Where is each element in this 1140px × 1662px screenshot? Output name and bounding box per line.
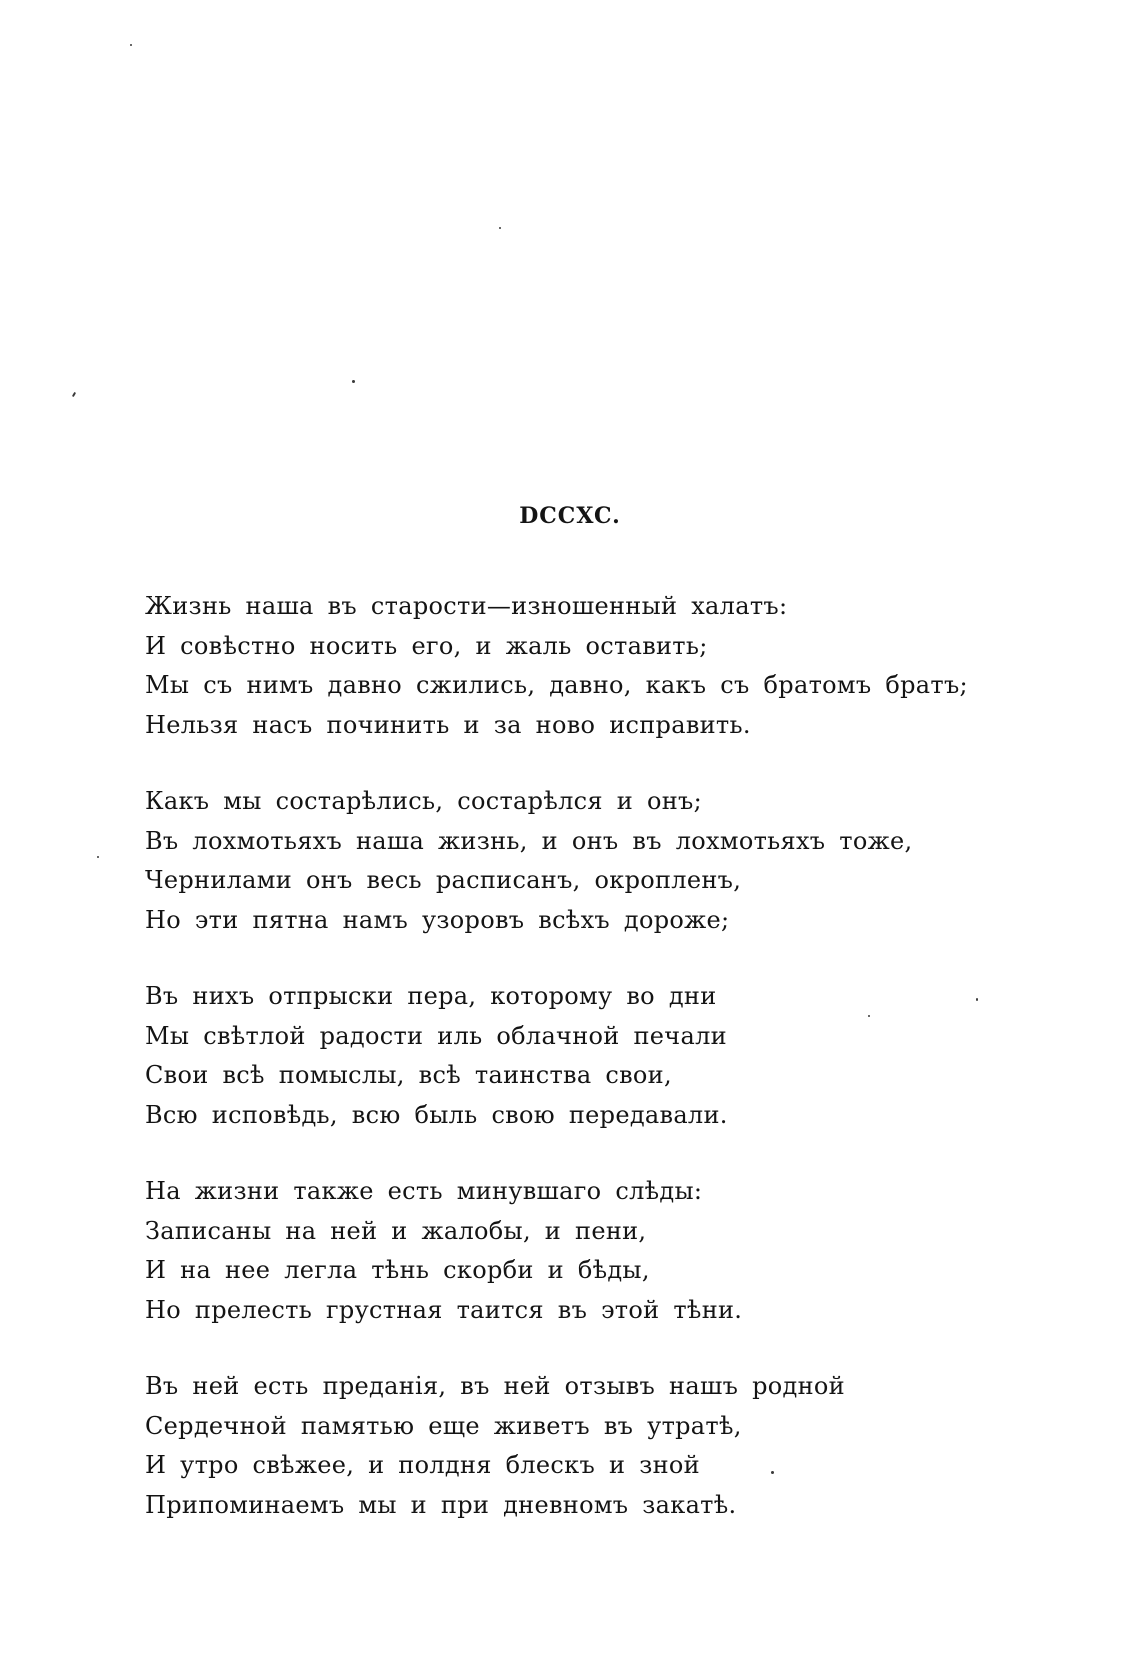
print-speck	[72, 392, 76, 397]
print-speck	[499, 227, 501, 229]
print-speck	[130, 44, 132, 46]
poem-line: Въ лохмотьяхъ наша жизнь, и онъ въ лохмотьяхъ тоже,	[145, 826, 913, 855]
poem-line: Всю исповѣдь, всю быль свою передавали.	[145, 1100, 728, 1129]
poem-line: Записаны на ней и жалобы, и пени,	[145, 1216, 647, 1245]
poem-line: Свои всѣ помыслы, всѣ таинства свои,	[145, 1061, 672, 1089]
poem-line: Жизнь наша въ старости—изношенный халатъ:	[145, 592, 788, 620]
poem-body	[145, 587, 1045, 1562]
stanza	[145, 782, 1045, 940]
poem-line: Нельзя насъ починить и за ново исправить.	[145, 710, 751, 739]
poem-line: На жизни также есть минувшаго слѣды:	[145, 1177, 703, 1205]
stanza	[145, 1367, 1045, 1525]
stanza	[145, 1172, 1045, 1330]
poem-line: Въ ней есть преданія, въ ней отзывъ нашъ родной	[145, 1372, 845, 1400]
poem-number: DCCXC.	[519, 503, 621, 529]
poem-line: И утро свѣжее, и полдня блескъ и зной	[145, 1451, 700, 1479]
poem-line: Но эти пятна намъ узоровъ всѣхъ дороже;	[145, 905, 730, 934]
stanza	[145, 977, 1045, 1135]
stanza	[145, 587, 1045, 745]
poem-line: Въ нихъ отпрыски пера, которому во дни	[145, 982, 717, 1010]
poem-line: Но прелесть грустная таится въ этой тѣни.	[145, 1295, 743, 1324]
poem-line: Чернилами онъ весь расписанъ, окропленъ,	[145, 866, 742, 894]
poem-line: Сердечной памятью еще живетъ въ утратѣ,	[145, 1411, 742, 1440]
poem-line: Мы свѣтлой радости иль облачной печали	[145, 1021, 727, 1050]
poem-line: Припоминаемъ мы и при дневномъ закатѣ.	[145, 1490, 737, 1519]
print-speck	[97, 856, 99, 858]
poem-line: И на нее легла тѣнь скорби и бѣды,	[145, 1256, 650, 1284]
print-speck	[352, 380, 355, 383]
poem-line: Какъ мы состарѣлись, состарѣлся и онъ;	[145, 787, 702, 815]
poem-line: И совѣстно носить его, и жаль оставить;	[145, 631, 708, 660]
poem-line: Мы съ нимъ давно сжились, давно, какъ съ братомъ братъ;	[145, 671, 968, 699]
